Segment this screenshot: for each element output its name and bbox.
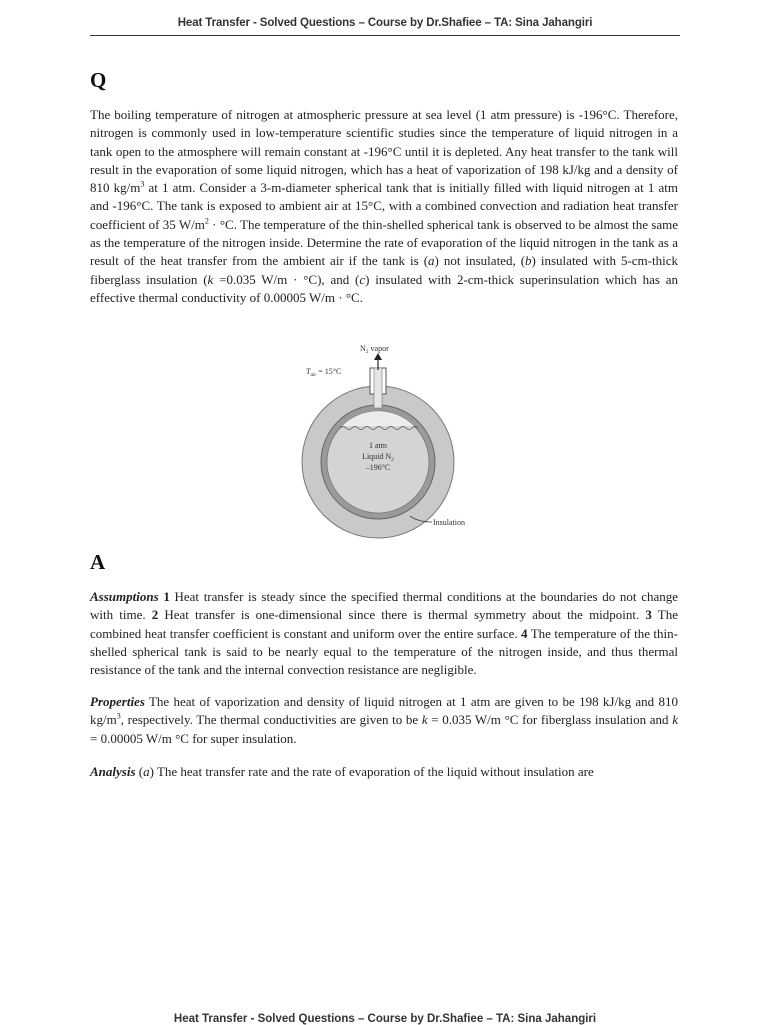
tank-diagram [300,340,480,540]
spherical-tank-figure [300,340,480,540]
assumptions-paragraph: Assumptions 1 Heat transfer is steady since the specified thermal conditions at the boundaries do not change with time. 2 Heat transfer is one-dimensional since there is thermal symmetry about the midpoint. 3 The combined heat transfer coefficient is constant and uniform over the entire surface. 4 The temperature of the thin-shelled spherical tank is said to be nearly equal to the temperature of the nitrogen inside, and thus thermal resistance of the tank and the internal convection resistance are negligible. [90,589,679,678]
header-divider [90,35,680,36]
vent-pipe [374,368,382,408]
vapor-arrow-head [374,353,382,360]
page-footer: Heat Transfer - Solved Questions – Course by Dr.Shafiee – TA: Sina Jahangiri [173,1013,597,1025]
question-text: The boiling temperature of nitrogen at atmospheric pressure at sea level (1 atm pressure) is -196°C. Therefore, nitrogen is commonly used in low-temperature scientific studies since the temperature of liquid nitrogen in a tank open to the atmosphere will remain constant at -196°C until it is depleted. Any heat transfer to the tank will result in the evaporation of some liquid nitrogen, which has a heat of vaporization of 198 kJ/kg and a density of 810 $kg/m^3$ at 1 atm. Consider a 3-m-diameter spherical tank that is initially filled with liquid nitrogen at 1 atm and -196°C. The tank is exposed to ambient air at 15°C, with a combined convection and radiation heat transfer coefficient of 35 $W/m^2 \cdot ^\circ C$. The temperature of the thin-shelled spherical tank is observed to be almost the same as the temperature of the nitrogen inside. Determine the rate of evaporation of the liquid nitrogen in the tank as a result of the heat transfer from the ambient air if the tank is (a) not insulated, (b) insulated with 5-cm-thick fiberglass insulation (k =0.035 W/m · °C), and (c) insulated with 2-cm-thick superinsulation which has an effective thermal conductivity of 0.00005 W/m · °C. [90,107,679,305]
question-label: Q [90,68,107,92]
analysis-paragraph: Analysis (a) The heat transfer rate and the rate of evaporation of the liquid without insulation are [90,764,594,779]
pressure-label: 1 atm [369,441,387,450]
vapor-label: $N_2$ vapor [360,344,389,355]
properties-paragraph: Properties The heat of vaporization and density of liquid nitrogen at 1 atm are given to be 198 kJ/kg and 810 $kg/m^3$, respectively. The thermal conductivities are given to be k = 0.035 W/m °C for fiberglass insulation and k = 0.00005 W/m °C for super insulation. [90,694,678,746]
page-header: Heat Transfer - Solved Questions – Course by Dr.Shafiee – TA: Sina Jahangiri [177,17,593,29]
liquid-label: Liquid $N_2$ [362,452,394,463]
insulation-label: Insulation [433,518,465,527]
liquid-temp-label: –196°C [365,463,391,472]
ambient-temp-label: $T_{air} = 15^\circ C$ [306,367,342,378]
answer-label: A [90,550,106,574]
